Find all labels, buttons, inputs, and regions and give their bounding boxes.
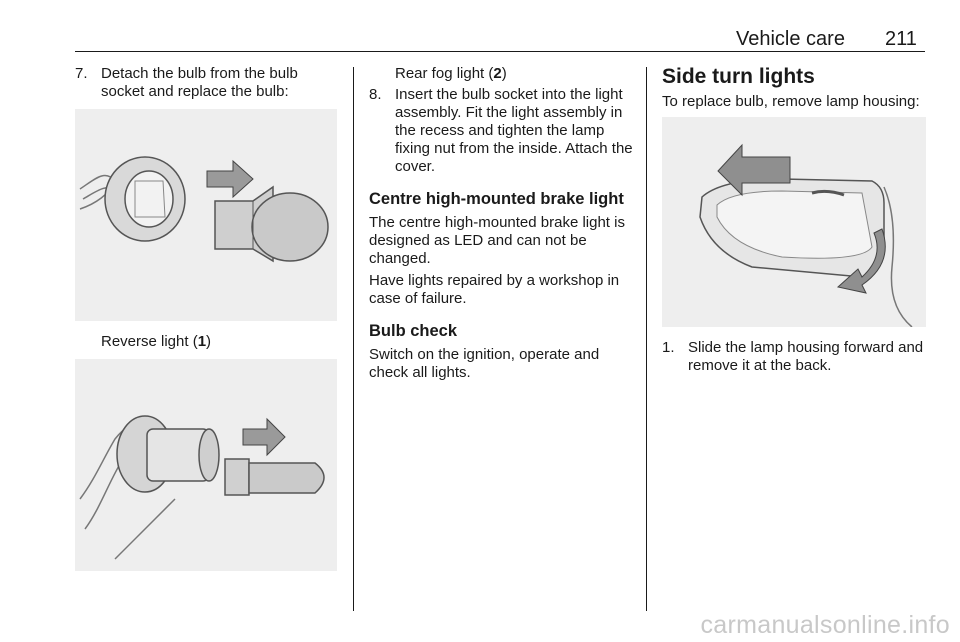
caption-close: ) — [501, 65, 507, 82]
step-8 — [369, 86, 635, 176]
caption-text: Rear fog light ( — [395, 65, 494, 82]
brake-light-text-2: Have lights repaired by a workshop in case of failure. — [369, 272, 620, 307]
reverse-light-bulb-illustration — [75, 359, 337, 571]
step-7 — [75, 65, 337, 101]
side-turn-light-illustration — [662, 117, 926, 327]
step-text: Insert the bulb socket into the light assembly. Fit the light assembly in the recess and tighten the lamp fixing nut from the inside. Attach the cover. — [395, 86, 633, 175]
step-number: 7. — [75, 65, 88, 82]
column-divider-1 — [353, 67, 354, 611]
column-2 — [369, 65, 635, 382]
caption-ref: 1 — [197, 333, 207, 350]
column-3 — [662, 65, 928, 375]
caption-close: ) — [206, 333, 212, 350]
bulb-check-text: Switch on the ignition, operate and check all lights. — [369, 346, 600, 381]
brake-light-text-1: The centre high-mounted brake light is designed as LED and can not be changed. — [369, 214, 625, 267]
step-number: 1. — [662, 339, 675, 356]
bulb-socket-illustration — [75, 109, 337, 321]
caption-text: Reverse light ( — [101, 333, 198, 350]
rear-fog-caption — [369, 65, 635, 83]
column-divider-2 — [646, 67, 647, 611]
side-turn-light-drawing — [662, 117, 926, 327]
bulb-socket-drawing — [75, 109, 337, 321]
section-title: Vehicle care — [736, 28, 845, 50]
page-number: 211 — [885, 28, 917, 50]
step-1 — [662, 339, 928, 375]
header-rule — [75, 51, 925, 52]
brake-light-heading: Centre high-mounted brake light — [369, 190, 624, 208]
column-1 — [75, 65, 337, 571]
watermark: carmanualsonline.info — [700, 611, 950, 639]
step-number: 8. — [369, 86, 382, 103]
side-turn-intro: To replace bulb, remove lamp housing: — [662, 93, 920, 110]
step-text: Detach the bulb from the bulb socket and replace the bulb: — [101, 65, 298, 100]
step-text: Slide the lamp housing forward and remove it at the back. — [688, 339, 924, 374]
reverse-light-caption — [75, 333, 337, 351]
reverse-bulb-drawing — [75, 359, 337, 571]
caption-ref: 2 — [493, 65, 502, 82]
bulb-check-heading: Bulb check — [369, 322, 458, 340]
side-turn-lights-heading: Side turn lights — [662, 65, 815, 88]
